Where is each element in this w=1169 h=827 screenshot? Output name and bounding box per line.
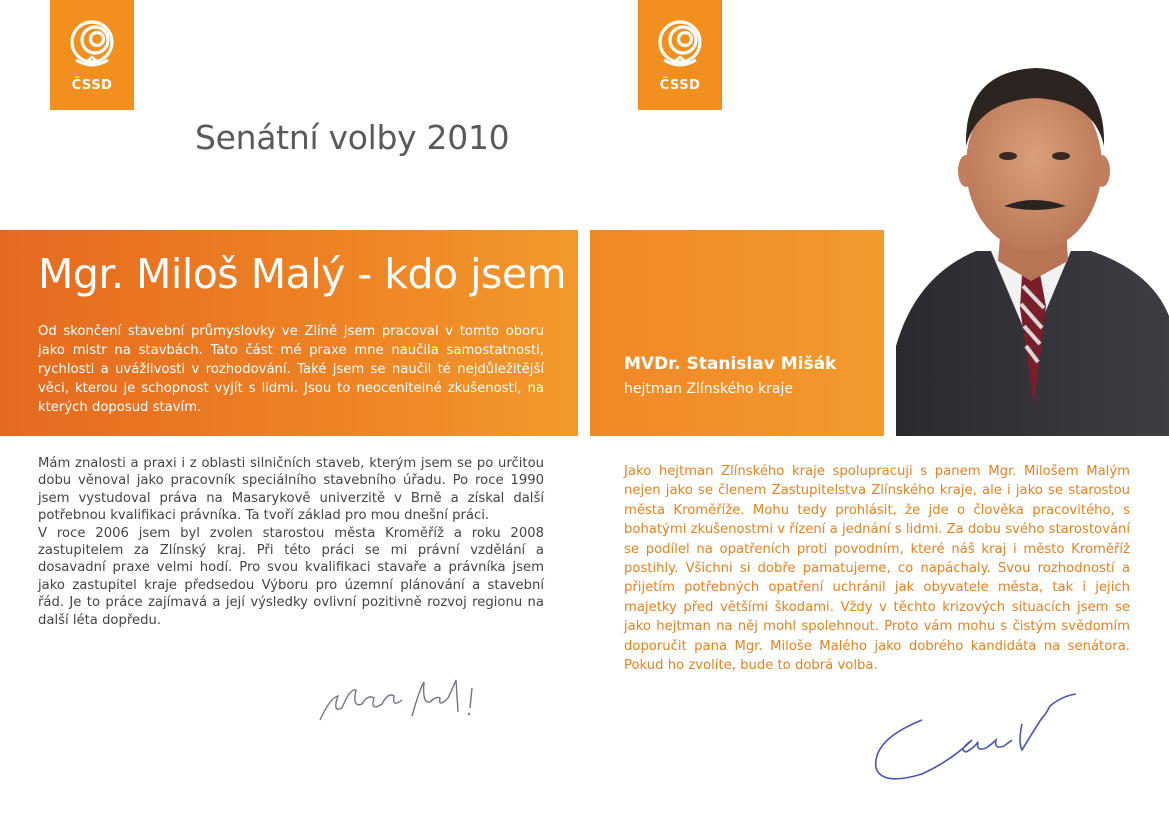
- election-title: Senátní volby 2010: [195, 118, 510, 157]
- party-logo: [50, 0, 134, 110]
- endorser-signature: [862, 690, 1092, 794]
- body-paragraph-1: Mám znalosti a praxi i z oblasti silničních staveb, kterým jsem se po určitou dobu věnoval jako pracovník speciálního stavebního úřadu. Po roce 1990 jsem vystudoval práva na Masarykově univerzitě v Brně a získal další potřebnou kvalifikaci právníka. Ta tvoří základ pro mou dnešní práci.: [38, 456, 544, 524]
- endorsement-text: Jako hejtman Zlínského kraje spolupracuji s panem Mgr. Milošem Malým nejen jako se členem Zastupitelstva Zlínského kraje, ale i jako se starostou města Kroměříže. Mohu tedy prohlásit, že jde o člověka pracovitého, s bohatými zkušenostmi v řízení a jednání s lidmi. Za dobu svého starostování se podílel na opatřeních proti povodním, které náš kraj i město Kroměříž postihly. Všichni si dobře pamatujeme, co napáchaly. Svou rozhodností a přijetím potřebných opatření uchránil jak obyvatele města, tak i jejich majetky před většími škodami. Vždy v těchto krizových situacích jsem se jako hejtman na něj mohl spolehnout. Proto vám mohu s čistým svědomím doporučit pana Mgr. Miloše Malého jako dobrého kandidáta na senátora. Pokud ho zvolíte, bude to dobrá volba.: [624, 464, 1130, 674]
- party-logo-right: [638, 0, 722, 110]
- rose-icon: [638, 0, 722, 80]
- party-logo-text: ČSSD: [71, 78, 113, 93]
- candidate-signature: [312, 668, 492, 742]
- endorser-role: hejtman Zlínského kraje: [624, 381, 793, 397]
- endorser-band: [590, 230, 884, 436]
- candidate-intro: Od skončení stavební průmyslovky ve Zlíně jsem pracoval v tomto oboru jako mistr na stavbách. Tato část mé praxe mne naučila samostatnosti, rychlosti a uvážlivosti v rozhodování. Také jsem se naučil té nejdůležitější věci, kterou je schopnost vyjít s lidmi. Jsou to neocenitelné zkušenosti, na kterých doposud stavím.: [38, 324, 544, 415]
- party-logo-text: ČSSD: [659, 78, 701, 93]
- candidate-heading: Mgr. Miloš Malý - kdo jsem: [38, 250, 567, 298]
- candidate-body: [38, 455, 544, 629]
- endorser-photo: [896, 46, 1169, 436]
- endorser-name: MVDr. Stanislav Mišák: [624, 354, 837, 374]
- body-paragraph-2: V roce 2006 jsem byl zvolen starostou města Kroměříž a roku 2008 zastupitelem za Zlínský kraj. Při této práci se mi právní vzdělání a dosavadní praxe velmi hodí. Pro svou kvalifikaci stavaře a právníka jsem jako zastupitel kraje předsedou Výboru pro územní plánování a stavební řád. Je to práce zajímavá a její výsledky ovlivní pozitivně rozvoj regionu na další léta dopředu.: [38, 525, 544, 628]
- rose-icon: [50, 0, 134, 80]
